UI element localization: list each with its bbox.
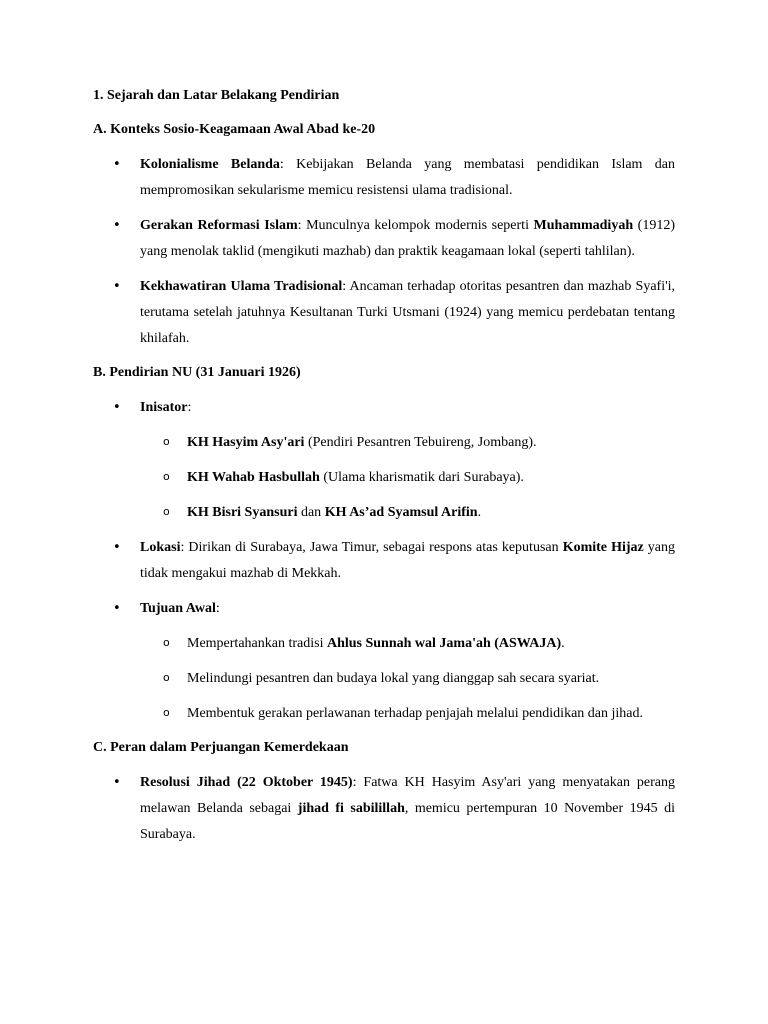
bullet-icon: • [113,601,121,616]
item-text: : Dirikan di Surabaya, Jawa Timur, sebagai respons atas keputusan [180,540,563,555]
item-term: Gerakan Reformasi Islam [140,218,298,233]
bullet-icon: • [113,279,121,294]
item-term: Kekhawatiran Ulama Tradisional [140,279,343,294]
section-a-list [93,152,675,352]
item-text: . [477,505,482,520]
item-bold: jihad fi sabilillah [297,801,405,816]
list-item-kolonialisme [93,152,675,204]
sublist-item-melindungi [140,666,675,692]
bullet-icon: • [113,157,121,172]
list-item-gerakan-reformasi [93,213,675,265]
circle-bullet-icon: o [163,706,170,719]
item-text: : Kebijakan Belanda yang membatasi pendidikan Islam dan mempromosikan sekularisme memicu resistensi ulama tradisional. [140,157,675,198]
list-item-resolusi-jihad [93,770,675,848]
item-text: (Pendiri Pesantren Tebuireng, Jombang). [304,435,537,450]
item-text: yang tidak mengakui mazhab di Mekkah. [140,540,676,581]
circle-bullet-icon: o [163,636,170,649]
item-term: Tujuan Awal [140,601,216,616]
item-text: dan [297,505,325,520]
item-bold: KH Hasyim Asy'ari [187,435,305,450]
item-text: (Ulama kharismatik dari Surabaya). [319,470,524,485]
sublist-item-hasyim [140,430,675,456]
section-c-heading: C. Peran dalam Perjuangan Kemerdekaan [93,740,349,755]
item-term: Inisator [140,400,188,415]
circle-bullet-icon: o [163,470,170,483]
item-text: : Fatwa KH Hasyim Asy'ari yang menyatakan perang melawan Belanda sebagai [140,775,675,816]
list-item-tujuan-awal [93,596,675,727]
sublist-item-aswaja [140,631,675,657]
item-bold: Ahlus Sunnah wal Jama'ah (ASWAJA) [326,636,562,651]
item-text: : [215,601,220,616]
document-title: 1. Sejarah dan Latar Belakang Pendirian [93,88,340,103]
list-item-kekhawatiran [93,274,675,352]
item-term: Resolusi Jihad (22 Oktober 1945) [140,775,353,790]
item-text: (1912) yang menolak taklid (mengikuti mazhab) dan praktik keagamaan lokal (seperti tahlilan). [140,218,675,259]
sublist-item-membentuk [140,701,675,727]
section-c-list [93,770,675,848]
item-bold: KH Bisri Syansuri [187,505,298,520]
tujuan-sublist [140,631,675,727]
bullet-icon: • [113,540,121,555]
item-text: Membentuk gerakan perlawanan terhadap penjajah melalui pendidikan dan jihad. [187,706,643,721]
item-bold: KH Wahab Hasbullah [187,470,320,485]
circle-bullet-icon: o [163,671,170,684]
circle-bullet-icon: o [163,435,170,448]
item-text: , memicu pertempuran 10 November 1945 di Surabaya. [140,801,675,842]
circle-bullet-icon: o [163,505,170,518]
bullet-icon: • [113,775,121,790]
item-bold: Komite Hijaz [562,540,644,555]
section-a-heading: A. Konteks Sosio-Keagamaan Awal Abad ke-20 [93,122,376,137]
item-bold: Muhammadiyah [533,218,634,233]
document-page [93,84,675,857]
item-text: Melindungi pesantren dan budaya lokal yang dianggap sah secara syariat. [187,671,600,686]
bullet-icon: • [113,218,121,233]
item-text: . [561,636,565,651]
sublist-item-wahab [140,465,675,491]
list-item-lokasi [93,535,675,587]
item-text: : Munculnya kelompok modernis seperti [297,218,534,233]
inisiator-sublist [140,430,675,526]
list-item-inisiator [93,395,675,526]
item-text: Mempertahankan tradisi [187,636,327,651]
item-text: : [187,400,192,415]
section-b-list [93,395,675,727]
item-term: Lokasi [140,540,181,555]
sublist-item-bisri [140,500,675,526]
item-term: Kolonialisme Belanda [140,157,280,172]
item-text: : Ancaman terhadap otoritas pesantren dan mazhab Syafi'i, terutama setelah jatuhnya Kesultanan Turki Utsmani (1924) yang memicu perdebatan tentang khilafah. [140,279,676,346]
section-b-heading: B. Pendirian NU (31 Januari 1926) [93,365,301,380]
bullet-icon: • [113,400,121,415]
item-bold: KH As’ad Syamsul Arifin [324,505,478,520]
